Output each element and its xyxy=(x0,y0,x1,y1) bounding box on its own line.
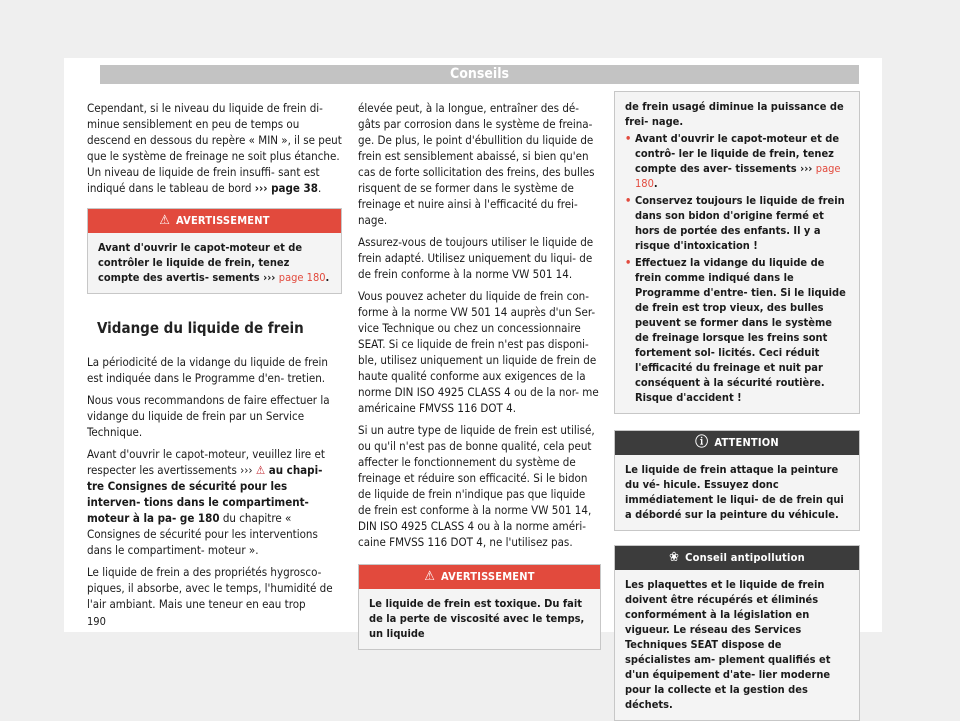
attention-body xyxy=(615,455,859,530)
warning-header xyxy=(88,209,341,233)
page-number: 190 xyxy=(87,615,106,628)
warning-body xyxy=(615,92,859,413)
paragraph-text: Cependant, si le niveau du liquide de frein di- minue sensiblement en peu de temps ou descend en dessous du repère « MIN », il se peut que le système de freinage ne soit plus étanche. Un niveau de liquide de frein insuffi- sant est indiqué dans le tableau de bord xyxy=(87,101,342,195)
list-item: • Conservez toujours le liquide de frein dans son bidon d'origine fermé et hors de portée des enfants. Il y a risque d'intoxication ! xyxy=(625,193,849,253)
warning-box-continued xyxy=(614,91,860,414)
warning-list xyxy=(625,131,849,405)
paragraph: élevée peut, à la longue, entraîner des dé- gâts par corrosion dans le système de freina- ge. De plus, le point d'ébullition du liquide de frein est sensiblement abaissé, si bien qu'en cas de forte sollicitation des freins, des bulles risquent de se former dans le système de freinage et nuire ainsi à l'efficacité du frei- nage. xyxy=(358,101,595,227)
paragraph-text: du chapitre « Consignes de sécurité pour les interventions dans le compartiment- moteur ». xyxy=(87,511,318,557)
paragraph xyxy=(87,446,342,558)
paragraph: Assurez-vous de toujours utiliser le liquide de frein adapté. Utilisez uniquement du liqui- de de frein conforme à la norme VW 501 14. xyxy=(358,235,594,281)
attention-header xyxy=(615,431,859,455)
warning-text: Avant d'ouvrir le capot-moteur et de contrôler le liquide de frein, tenez compte des avertis- sements ››› xyxy=(98,241,303,284)
column-middle xyxy=(358,100,601,650)
warning-triangle-icon: ⚠ xyxy=(424,569,435,584)
paragraph: Nous vous recommandons de faire effectuer la vidange du liquide de frein par un Service Technique. xyxy=(87,393,330,439)
paragraph: Si un autre type de liquide de frein est utilisé, ou qu'il n'est pas de bonne qualité, cela peut affecter le fonctionnement du système de freinage et réduire son efficacité. Si le bidon de liquide de frein n'indique pas que liquide de frein est conforme à la norme VW 501 14, DIN ISO 4925 CLASS 4 ou à la norme améri- caine FMVSS 116 DOT 4, ne l'utilisez pas. xyxy=(358,423,595,549)
leaf-icon: ❀ xyxy=(669,550,680,565)
list-item: • Avant d'ouvrir le capot-moteur et de contrô- ler le liquide de frein, tenez compte des aver- tissements ››› page 180. xyxy=(625,131,849,191)
column-left xyxy=(87,100,342,618)
page-link[interactable]: page 180 xyxy=(635,162,841,190)
attention-text: Le liquide de frein attaque la peinture du vé- hicule. Essuyez donc immédiatement le liqui- de de frein qui a débordé sur la peinture du véhicule. xyxy=(625,463,844,521)
warning-text: de frein usagé diminue la puissance de frei- nage. xyxy=(625,100,844,128)
warning-box xyxy=(358,564,601,650)
eco-tip-text: Les plaquettes et le liquide de frein doivent être récupérés et éliminés conformément à la législation en vigueur. Le réseau des Services Techniques SEAT dispose de spécialistes am- plement qualifiés et d'un équipement d'ate- lier moderne pour la collecte et la gestion des déchets. xyxy=(625,578,831,711)
warning-title: AVERTISSEMENT xyxy=(441,570,535,583)
eco-tip-title: Conseil antipollution xyxy=(685,551,805,564)
warning-header xyxy=(359,565,600,589)
list-item-text: Avant d'ouvrir le capot-moteur et de contrô- ler le liquide de frein, tenez compte des aver- tissements ››› xyxy=(635,132,840,175)
warning-body xyxy=(359,589,600,649)
info-circle-icon: ⓘ xyxy=(695,435,709,450)
paragraph: La périodicité de la vidange du liquide de frein est indiquée dans le Programme d'en- tretien. xyxy=(87,355,328,385)
paragraph-text: Avant d'ouvrir le capot-moteur, veuillez lire et respecter les avertissements ››› xyxy=(87,447,325,477)
paragraph: Vous pouvez acheter du liquide de frein con- forme à la norme VW 501 14 auprès d'un Ser- vice Technique ou chez un concessionnaire SEAT. Si ce liquide de frein n'est pas disponi- ble, utilisez uniquement un liquide de frein de haute qualité conforme aux exigences de la norme DIN ISO 4925 CLASS 4 ou de la nor- me américaine FMVSS 116 DOT 4. xyxy=(358,289,599,415)
section-heading: Vidange du liquide de frein xyxy=(97,319,304,337)
page-link[interactable]: page 180 xyxy=(278,271,326,284)
attention-box xyxy=(614,430,860,531)
list-item: • Effectuez la vidange du liquide de frein comme indiqué dans le Programme d'entre- tien. Si le liquide de frein est trop vieux, des bulles peuvent se former dans le système de freinage lorsque les freins sont fortement sol- licités. Ceci réduit l'efficacité du freinage et nuit par conséquent à la sécurité routière. Risque d'accident ! xyxy=(625,255,849,405)
eco-tip-body xyxy=(615,570,859,720)
warning-triangle-icon: ⚠ xyxy=(255,463,266,477)
warning-body: Avant d'ouvrir le capot-moteur et de contrôler le liquide de frein, tenez compte des avertis- sements ››› page 180. xyxy=(98,241,330,284)
cross-reference-link[interactable]: au chapi- tre Consignes de sécurité pour les interven- tions dans le compartiment-moteur à la pa- ge 180 xyxy=(87,463,323,525)
section-banner: Conseils xyxy=(100,65,859,84)
column-right xyxy=(614,91,860,721)
paragraph: Cependant, si le niveau du liquide de frein di- minue sensiblement en peu de temps ou descend en dessous du repère « MIN », il se peut que le système de freinage ne soit plus étanche. Un niveau de liquide de frein insuffi- sant est indiqué dans le tableau de bord ››› page 38. xyxy=(87,101,342,195)
warning-title: AVERTISSEMENT xyxy=(176,214,270,227)
paragraph: Le liquide de frein a des propriétés hygrosco- piques, il absorbe, avec le temps, l'humidité de l'air ambiant. Mais une teneur en eau trop xyxy=(87,565,333,611)
eco-tip-header xyxy=(615,546,859,570)
eco-tip-box xyxy=(614,545,860,721)
page-link[interactable]: ››› page 38 xyxy=(254,181,318,195)
warning-text: Le liquide de frein est toxique. Du fait de la perte de viscosité avec le temps, un liquide xyxy=(369,597,585,640)
warning-triangle-icon: ⚠ xyxy=(159,213,170,228)
warning-box xyxy=(87,208,342,294)
attention-title: ATTENTION xyxy=(714,436,779,449)
